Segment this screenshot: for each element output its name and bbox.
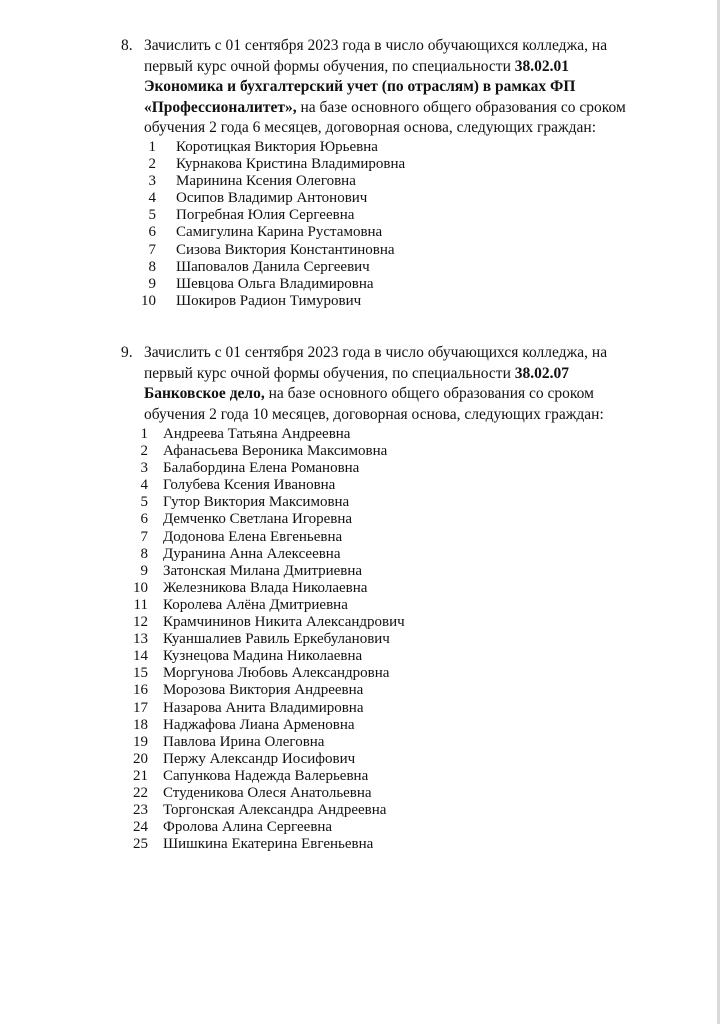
student-row [0,751,720,768]
student-number: 15 [133,665,148,682]
student-row [0,173,720,190]
student-row [0,563,720,580]
student-row [0,156,720,173]
student-number: 5 [140,494,148,511]
student-row [0,529,720,546]
student-name: Коротицкая Виктория Юрьевна [176,139,378,155]
student-number: 9 [148,275,156,292]
student-row [0,477,720,494]
section-8-paragraph [0,36,720,139]
student-name: Торгонская Александра Андреевна [163,802,387,819]
student-row [0,631,720,648]
student-number: 3 [148,173,156,190]
student-row [0,785,720,802]
student-number: 23 [133,802,148,819]
student-number: 4 [148,190,156,207]
student-number: 8 [148,258,156,275]
student-name: Шишкина Екатерина Евгеньевна [163,836,374,853]
paragraph-line: первый курс очной формы обучения, по специальности [144,364,515,382]
student-number: 2 [148,156,156,173]
student-name: Погребная Юлия Сергеевна [176,207,355,224]
student-name: Голубева Ксения Ивановна [163,477,336,494]
student-number: 16 [133,682,148,699]
student-row [0,700,720,717]
student-row [0,494,720,511]
student-row [0,190,720,207]
student-name: Балабордина Елена Романовна [163,460,360,477]
student-name: Додонова Елена Евгеньевна [163,528,343,545]
student-row [0,717,720,734]
student-name: Андреева Татьяна Андреевна [163,426,351,442]
student-name: Крамчининов Никита Александрович [163,614,405,631]
student-row [0,293,720,310]
student-row [0,836,720,853]
student-number: 13 [133,631,148,648]
specialty-name: Банковское дело, [144,385,265,402]
student-number: 8 [140,545,148,562]
student-row [0,546,720,563]
student-number: 22 [133,784,148,801]
student-number: 25 [133,836,148,853]
student-number: 6 [140,511,148,528]
student-row [0,426,720,443]
student-row [0,443,720,460]
student-number: 7 [148,241,156,258]
specialty-code: 38.02.01 [514,57,569,75]
student-row [0,768,720,785]
student-row [0,597,720,614]
student-name: Фролова Алина Сергеевна [163,819,333,836]
student-row [0,242,720,259]
student-number: 21 [133,767,148,784]
student-row [0,276,720,293]
student-name: Демченко Светлана Игоревна [163,511,353,528]
student-name: Железникова Влада Николаевна [163,579,368,596]
paragraph-line: на базе основного общего образования со сроком [264,385,594,402]
enrollment-section-9 [0,343,720,853]
program-name: «Профессионалитет», [144,98,297,116]
student-row [0,460,720,477]
paragraph-line: обучения 2 года 10 месяцев, договорная основа, следующих граждан: [144,405,604,423]
student-number: 24 [133,819,148,836]
student-number: 18 [133,716,148,733]
student-name: Моргунова Любовь Александровна [163,665,390,682]
student-name: Затонская Милана Дмитриевна [163,562,363,579]
student-list [0,426,720,853]
paragraph-line: Зачислить с 01 сентября 2023 года в число обучающихся колледжа, на [144,344,608,361]
student-number: 12 [133,614,148,631]
student-name: Куаншалиев Равиль Еркебуланович [163,631,390,648]
student-name: Пержу Александр Иосифович [163,750,356,767]
student-number: 1 [140,426,148,442]
student-number: 5 [148,207,156,224]
student-row [0,614,720,631]
student-number: 10 [141,292,156,309]
student-row [0,139,720,156]
student-name: Маринина Ксения Олеговна [176,173,356,190]
student-name: Павлова Ирина Олеговна [163,733,325,750]
student-name: Осипов Владимир Антонович [176,190,368,207]
student-name: Морозова Виктория Андреевна [163,682,364,699]
student-number: 4 [140,477,148,494]
section-9-paragraph [0,343,720,426]
student-name: Кузнецова Мадина Николаевна [163,648,363,665]
student-name: Курнакова Кристина Владимировна [176,156,406,173]
student-name: Шевцова Ольга Владимировна [176,275,374,292]
student-name: Шаповалов Данила Сергеевич [176,258,370,275]
student-row [0,580,720,597]
student-number: 9 [140,562,148,579]
student-row [0,511,720,528]
student-name: Самигулина Карина Рустамовна [176,224,383,241]
student-row [0,682,720,699]
section-number: 8. [121,37,133,54]
student-row [0,259,720,276]
student-number: 19 [133,733,148,750]
student-name: Шокиров Радион Тимурович [176,292,362,309]
enrollment-section-8 [0,36,720,310]
section-number: 9. [121,344,133,361]
paragraph-line: первый курс очной формы обучения, по специальности [144,57,515,75]
specialty-name: Экономика и бухгалтерский учет (по отраслям) в рамках ФП [144,78,576,95]
student-row [0,819,720,836]
student-number: 6 [148,224,156,241]
paragraph-line: Зачислить с 01 сентября 2023 года в число обучающихся колледжа, на [144,37,608,54]
student-number: 14 [133,648,148,665]
student-name: Наджафова Лиана Арменовна [163,716,355,733]
student-number: 1 [148,139,156,155]
student-list [0,139,720,310]
student-row [0,734,720,751]
student-name: Дуранина Анна Алексеевна [163,545,341,562]
student-name: Студеникова Олеся Анатольевна [163,784,372,801]
student-row [0,207,720,224]
student-name: Сизова Виктория Константиновна [176,241,395,258]
student-name: Афанасьева Вероника Максимовна [163,443,388,460]
student-row [0,802,720,819]
student-name: Гутор Виктория Максимовна [163,494,350,511]
student-number: 11 [133,596,148,613]
student-number: 7 [140,528,148,545]
student-number: 3 [140,460,148,477]
paragraph-line: на базе основного общего образования со сроком [296,98,626,116]
specialty-code: 38.02.07 [514,364,569,382]
student-row [0,665,720,682]
student-row [0,648,720,665]
student-number: 17 [133,699,148,716]
student-number: 20 [133,750,148,767]
student-number: 2 [140,443,148,460]
student-name: Назарова Анита Владимировна [163,699,364,716]
student-name: Королева Алёна Дмитриевна [163,596,348,613]
student-name: Сапункова Надежда Валерьевна [163,767,369,784]
student-row [0,224,720,241]
paragraph-line: обучения 2 года 6 месяцев, договорная основа, следующих граждан: [144,119,597,136]
student-number: 10 [133,579,148,596]
